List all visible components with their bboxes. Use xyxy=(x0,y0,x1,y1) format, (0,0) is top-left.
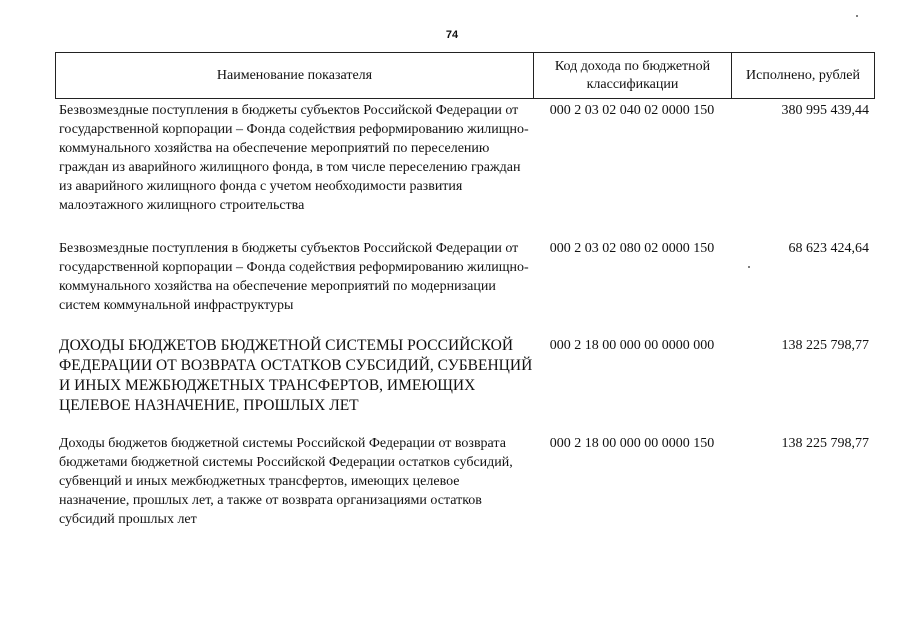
table-row xyxy=(55,239,875,315)
row-indicator-name: Доходы бюджетов бюджетной системы Российской Федерации от возврата бюджетами бюджетной системы Российской Федерации остатков субсидий, субвенций и иных межбюджетных трансфертов, имеющих целевое назначение, прошлых лет, а также от возврата организациями остатков субсидий прошлых лет xyxy=(59,436,513,527)
table-row xyxy=(55,101,875,215)
row-indicator-name: Безвозмездные поступления в бюджеты субъектов Российской Федерации от государственной корпорации – Фонда содействия реформированию жилищно-коммунального хозяйства на обеспечение мероприятий по переселению граждан из аварийного жилищного фонда, в том числе переселению граждан из аварийного жилищного фонда с учетом необходимости развития малоэтажного жилищного строительства xyxy=(59,103,529,213)
table-header xyxy=(55,52,875,99)
scan-speck xyxy=(748,266,750,268)
row-executed-amount: 380 995 439,44 xyxy=(781,103,869,118)
row-indicator-name: Безвозмездные поступления в бюджеты субъектов Российской Федерации от государственной корпорации – Фонда содействия реформированию жилищно-коммунального хозяйства на обеспечение мероприятий по модернизации систем коммунальной инфраструктуры xyxy=(59,241,529,313)
row-income-code: 000 2 18 00 000 00 0000 150 xyxy=(549,436,715,451)
row-income-code: 000 2 03 02 040 02 0000 150 xyxy=(549,103,715,118)
scan-speck xyxy=(856,15,858,17)
page-number: 74 xyxy=(445,29,459,41)
header-indicator-name: Наименование показателя xyxy=(56,53,534,98)
row-executed-amount: 138 225 798,77 xyxy=(781,436,869,451)
table-row xyxy=(55,336,875,416)
row-income-code: 000 2 18 00 000 00 0000 000 xyxy=(549,338,715,353)
row-executed-amount: 138 225 798,77 xyxy=(781,338,869,353)
row-executed-amount: 68 623 424,64 xyxy=(788,241,869,256)
header-income-code: Код дохода по бюджетной классификации xyxy=(534,53,732,98)
table-row xyxy=(55,434,875,529)
header-executed-amount: Исполнено, рублей xyxy=(746,67,860,83)
row-income-code: 000 2 03 02 080 02 0000 150 xyxy=(549,241,715,256)
row-indicator-name: ДОХОДЫ БЮДЖЕТОВ БЮДЖЕТНОЙ СИСТЕМЫ РОССИЙСКОЙ ФЕДЕРАЦИИ ОТ ВОЗВРАТА ОСТАТКОВ СУБСИДИЙ, СУБВЕНЦИЙ И ИНЫХ МЕЖБЮДЖЕТНЫХ ТРАНСФЕРТОВ, ИМЕЮЩИХ ЦЕЛЕВОЕ НАЗНАЧЕНИЕ, ПРОШЛЫХ ЛЕТ xyxy=(59,337,533,414)
